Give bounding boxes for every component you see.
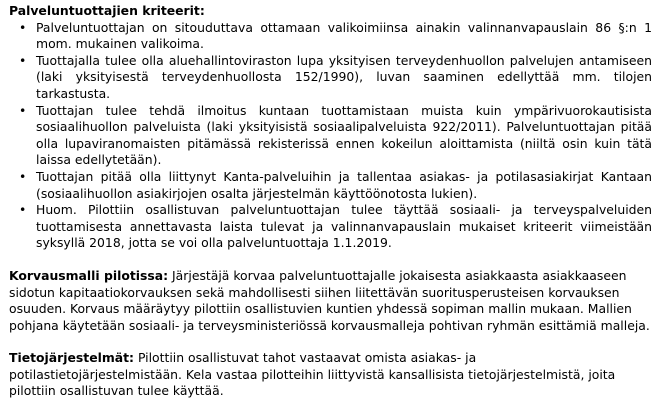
bullet-icon: •	[19, 168, 27, 184]
criteria-item-2	[9, 53, 652, 103]
criteria-item-5	[9, 202, 652, 252]
criteria-item-text: Tuottajalla tulee olla aluehallintoviraston lupa yksityisen terveydenhuollon palvelujen antamiseen (laki yksityisestä terveydenhuollosta 152/1990), luvan saaminen edellyttää mm. tilojen tarkastusta.	[36, 52, 652, 101]
criteria-item-4	[9, 169, 652, 202]
criteria-heading: Palveluntuottajien kriteerit:	[9, 3, 205, 18]
compensation-text: Järjestäjä korvaa palveluntuottajalle jokaisesta asiakkaasta asiakkaaseen sidotun kapitaatiokorvauksen sekä mahdollisesti siihen liitettävän suoritusperusteisen korvauksen osuuden. Korvaus määräytyy pilottiin osallistuvien kuntien yhdessä sopiman mallin mukaan. Mallien pohjana käytetään sosiaali- ja terveysministeriössä korvausmalleja pohtivan ryhmän esittämiä malleja.	[9, 267, 650, 333]
bullet-icon: •	[19, 52, 27, 68]
compensation-label: Korvausmalli pilotissa:	[9, 267, 169, 283]
systems-label: Tietojärjestelmät:	[9, 350, 135, 366]
bullet-icon: •	[19, 102, 27, 118]
systems-text: Pilottiin osallistuvat tahot vastaavat omista asiakas- ja potilastietojärjestelmistään. Kela vastaa pilotteihin liittyvistä kansallisista tietojärjestelmistä, joita pilottiin osallistuvan tulee käyttää.	[9, 350, 616, 399]
criteria-item-text: Tuottajan tulee tehdä ilmoitus kuntaan tuottamistaan muista kuin ympärivuorokautisista sosiaalihuollon palveluista (laki yksityisistä sosiaalipalveluista 922/2011). Palveluntuottajan pitää olla lupaviranomaisten pitämässä rekisterissä ennen kokeilun aloittamista (niiltä osin kuin tätä laissa edellytetään).	[36, 102, 652, 168]
criteria-item-3	[9, 103, 652, 169]
systems-paragraph	[9, 350, 652, 400]
criteria-item-text: Huom. Pilottiin osallistuvan palveluntuottajan tulee täyttää sosiaali- ja terveyspalveluiden tuottamisesta annettavasta laista tulevat ja valinnanvapauslain mukaiset kriteerit viimeistään syksyllä 2018, jotta se voi olla palveluntuottaja 1.1.2019.	[36, 202, 652, 251]
criteria-list	[9, 20, 652, 252]
criteria-item-1	[9, 20, 652, 53]
criteria-item-text: Palveluntuottajan on sitouduttava ottamaan valikoimiinsa ainakin valinnanvapauslain 86 §:n 1 mom. mukainen valikoima.	[36, 19, 652, 52]
criteria-item-text: Tuottajan pitää olla liittynyt Kanta-palveluihin ja tallentaa asiakas- ja potilasasiakirjat Kantaan (sosiaalihuollon asiakirjojen osalta järjestelmän käyttöönotosta lukien).	[36, 168, 652, 201]
bullet-icon: •	[19, 202, 27, 218]
compensation-paragraph	[9, 268, 652, 334]
bullet-icon: •	[19, 19, 27, 35]
